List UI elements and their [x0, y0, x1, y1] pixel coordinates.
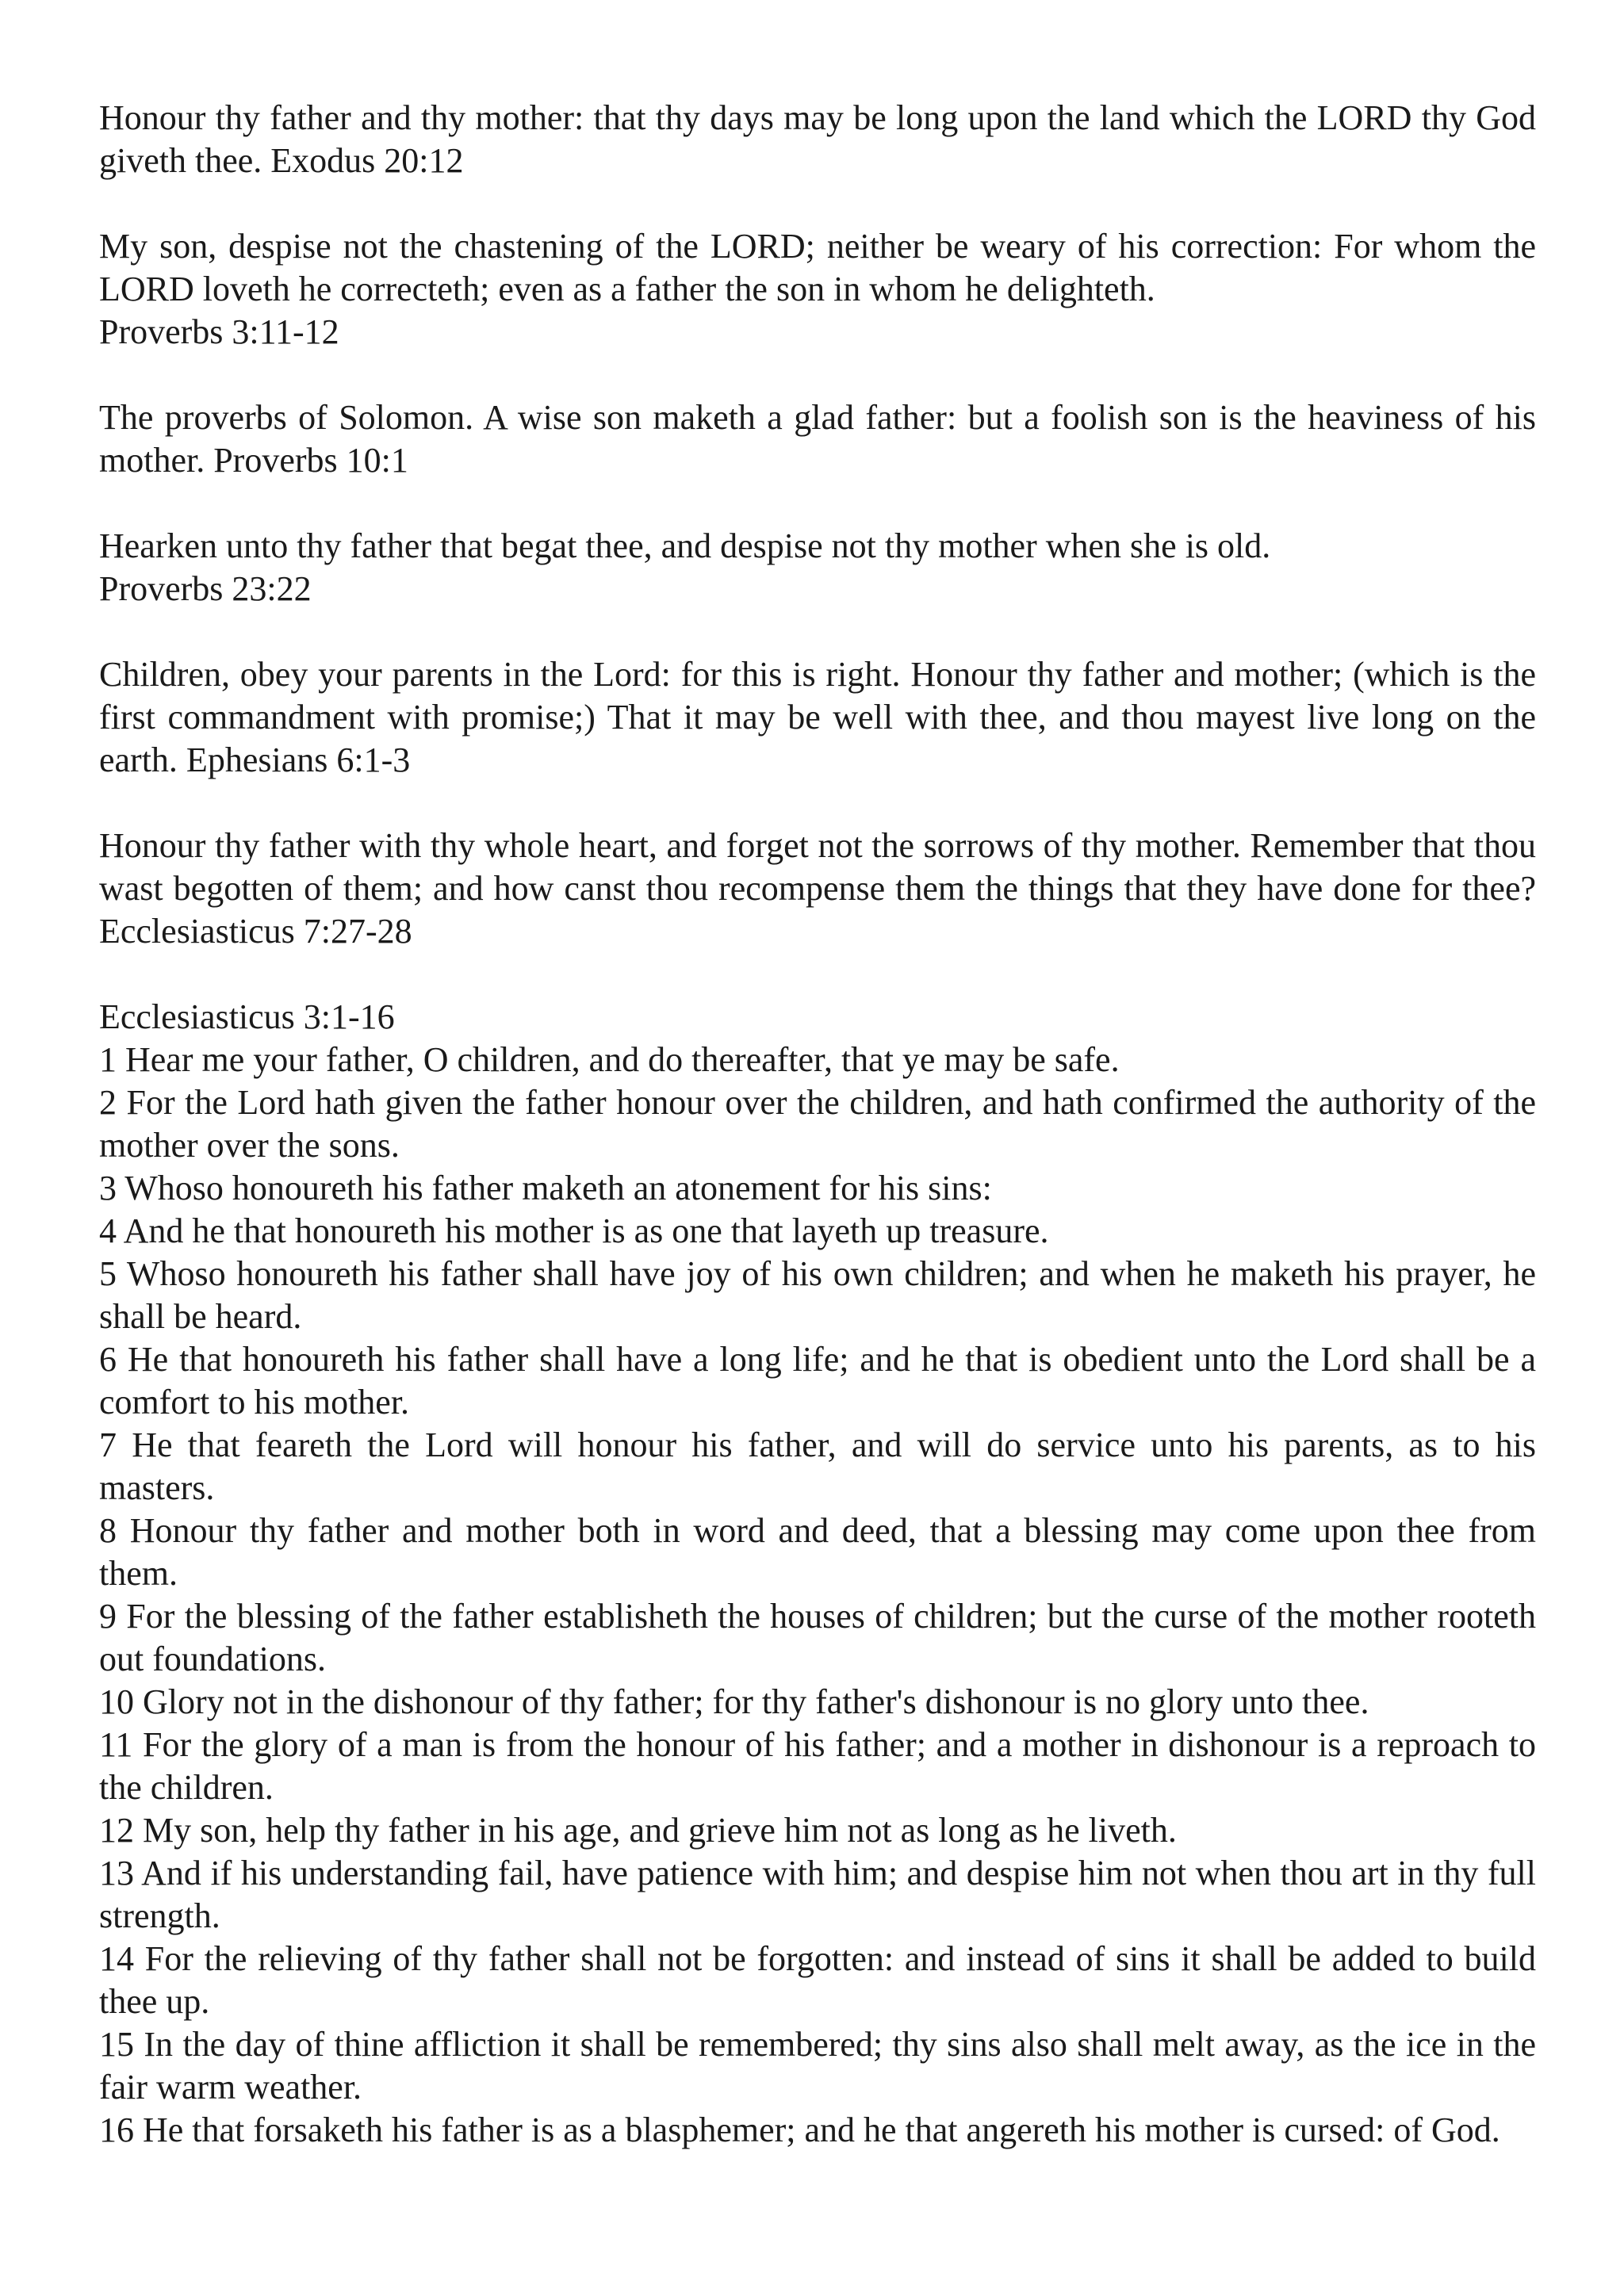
- verse: 1 Hear me your father, O children, and do thereafter, that ye may be safe.: [99, 1040, 1120, 1079]
- passage-text: The proverbs of Solomon. A wise son maketh a glad father: but a foolish son is the heaviness of his mother. Proverbs 10:1: [99, 398, 1536, 480]
- verse: 16 He that forsaketh his father is as a blasphemer; and he that angereth his mother is cursed: of God.: [99, 2110, 1500, 2149]
- verse: 4 And he that honoureth his mother is as one that layeth up treasure.: [99, 1211, 1049, 1250]
- passage-ecclesiasticus-7-27-28: [99, 825, 1536, 953]
- passage-reference: Proverbs 23:22: [99, 569, 312, 608]
- passage-exodus-20-12: [99, 97, 1536, 182]
- passage-ephesians-6-1-3: [99, 653, 1536, 782]
- passage-text: Children, obey your parents in the Lord: for this is right. Honour thy father and mother; (which is the first commandment with promise;) That it may be well with thee, and thou mayest live long on the earth. Ephesians 6:1-3: [99, 655, 1536, 779]
- section-heading: Ecclesiasticus 3:1-16: [99, 997, 395, 1036]
- verse: 11 For the glory of a man is from the honour of his father; and a mother in dishonour is a reproach to the children.: [99, 1725, 1536, 1807]
- verse: 8 Honour thy father and mother both in word and deed, that a blessing may come upon thee from them.: [99, 1511, 1536, 1593]
- verse: 15 In the day of thine affliction it shall be remembered; thy sins also shall melt away, as the ice in the fair warm weather.: [99, 2025, 1536, 2107]
- passage-text: My son, despise not the chastening of the LORD; neither be weary of his correction: For whom the LORD loveth he correcteth; even as a father the son in whom he delighteth.: [99, 227, 1536, 308]
- verse: 5 Whoso honoureth his father shall have joy of his own children; and when he maketh his prayer, he shall be heard.: [99, 1254, 1536, 1336]
- verse: 3 Whoso honoureth his father maketh an atonement for his sins:: [99, 1169, 992, 1207]
- passage-proverbs-3-11-12: [99, 225, 1536, 354]
- verse: 13 And if his understanding fail, have patience with him; and despise him not when thou art in thy full strength.: [99, 1854, 1536, 1935]
- passage-text: Hearken unto thy father that begat thee, and despise not thy mother when she is old.: [99, 526, 1271, 565]
- verse: 6 He that honoureth his father shall have a long life; and he that is obedient unto the Lord shall be a comfort to his mother.: [99, 1340, 1536, 1422]
- ecclesiasticus-3-section: [99, 996, 1536, 2152]
- verse: 9 For the blessing of the father establisheth the houses of children; but the curse of the mother rooteth out foundations.: [99, 1597, 1536, 1678]
- verse: 14 For the relieving of thy father shall not be forgotten: and instead of sins it shall be added to build thee up.: [99, 1939, 1536, 2021]
- passage-proverbs-10-1: [99, 396, 1536, 482]
- passage-text: Honour thy father and thy mother: that thy days may be long upon the land which the LORD thy God giveth thee. Exodus 20:12: [99, 98, 1536, 180]
- verse: 12 My son, help thy father in his age, and grieve him not as long as he liveth.: [99, 1811, 1177, 1850]
- passage-reference: Proverbs 3:11-12: [99, 312, 339, 351]
- verse: 2 For the Lord hath given the father honour over the children, and hath confirmed the authority of the mother over the sons.: [99, 1083, 1536, 1165]
- passage-proverbs-23-22: [99, 525, 1536, 610]
- document-page: [99, 97, 1536, 2152]
- passage-text: Honour thy father with thy whole heart, and forget not the sorrows of thy mother. Remember that thou wast begotten of them; and how canst thou recompense them the things that they have done for thee? Ecclesiasticus 7:27-28: [99, 826, 1536, 951]
- verse: 7 He that feareth the Lord will honour his father, and will do service unto his parents, as to his masters.: [99, 1425, 1536, 1507]
- verse: 10 Glory not in the dishonour of thy father; for thy father's dishonour is no glory unto thee.: [99, 1682, 1369, 1721]
